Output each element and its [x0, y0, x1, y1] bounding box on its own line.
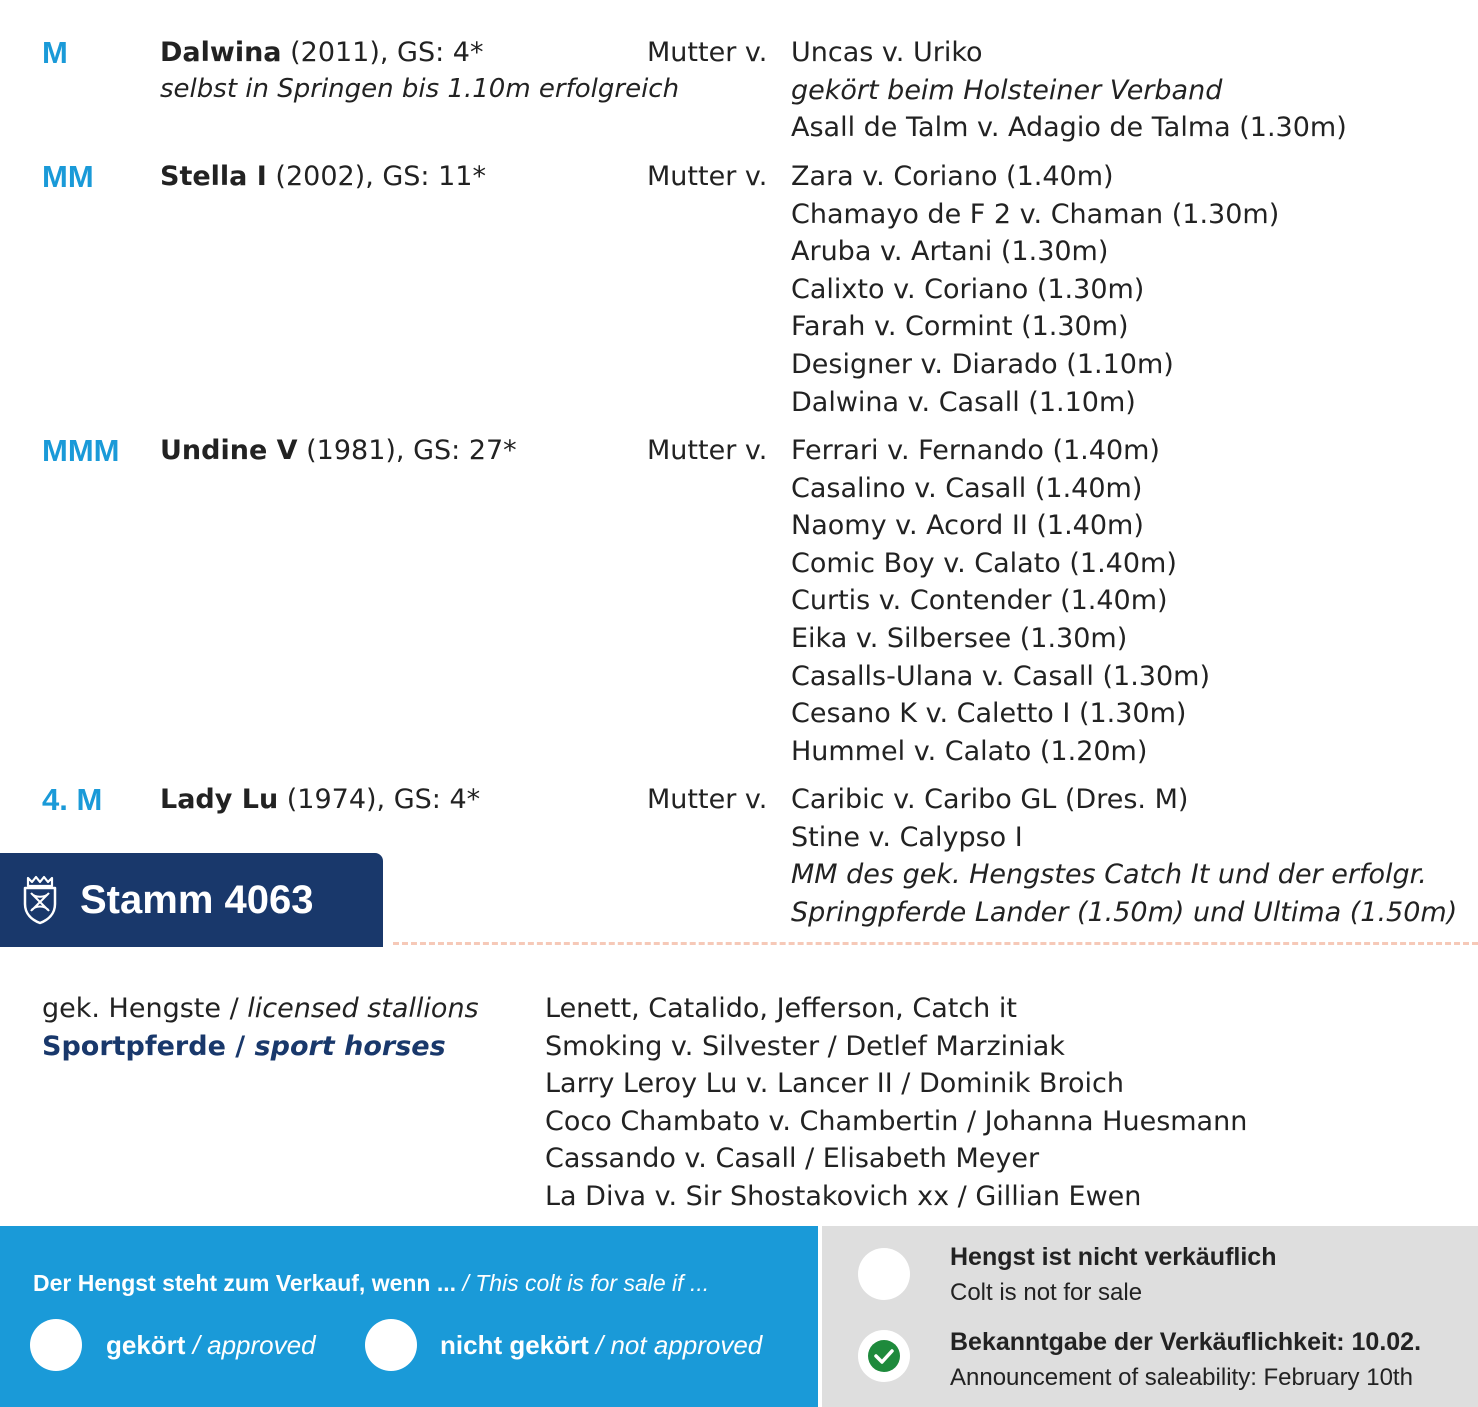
offspring-item: Chamayo de F 2 v. Chaman (1.30m): [791, 198, 1280, 230]
offspring-item: Farah v. Cormint (1.30m): [791, 311, 1129, 343]
not-for-sale-title: Hengst ist nicht verkäuflich: [950, 1243, 1277, 1271]
sport-horses-label: Sportpferde / sport horses: [42, 1031, 446, 1062]
offspring-item: Cesano K v. Caletto I (1.30m): [791, 698, 1187, 730]
offspring-item: Springpferde Lander (1.50m) und Ultima (1.50m): [791, 896, 1458, 928]
licensed-stallions-label: gek. Hengste / licensed stallions: [42, 993, 479, 1024]
offspring-item: MM des gek. Hengstes Catch It und der erfolgr.: [791, 859, 1427, 891]
offspring-item: Zara v. Coriano (1.40m): [791, 161, 1114, 192]
offspring-item: Stine v. Calypso I: [791, 821, 1023, 853]
sport-horse-item: Cassando v. Casall / Elisabeth Meyer: [545, 1143, 1040, 1175]
offspring-item: Dalwina v. Casall (1.10m): [791, 386, 1136, 418]
approved-label: gekört / approved: [106, 1330, 316, 1360]
offspring-list: [791, 781, 1457, 931]
sport-horse-item: Coco Chambato v. Chambertin / Johanna Huesmann: [545, 1105, 1248, 1137]
mother-of-label: Mutter v.: [647, 161, 768, 192]
generation-code: M: [42, 35, 68, 70]
offspring-item: Ferrari v. Fernando (1.40m): [791, 435, 1160, 466]
sport-horse-item: Smoking v. Silvester / Detlef Marziniak: [545, 1030, 1065, 1062]
not-for-sale-subtitle: Colt is not for sale: [950, 1279, 1143, 1306]
offspring-item: Designer v. Diarado (1.10m): [791, 348, 1174, 380]
mother-of-label: Mutter v.: [647, 37, 768, 68]
offspring-item: Curtis v. Contender (1.40m): [791, 585, 1168, 617]
mother-of-label: Mutter v.: [647, 784, 768, 815]
mare-name: Undine V (1981), GS: 27*: [160, 435, 517, 466]
sport-horse-item: Larry Leroy Lu v. Lancer II / Dominik Broich: [545, 1068, 1124, 1100]
offspring-item: Casalls-Ulana v. Casall (1.30m): [791, 660, 1211, 692]
mare-name: Dalwina (2011), GS: 4*: [160, 37, 484, 68]
approved-checkbox[interactable]: [30, 1319, 82, 1371]
not-approved-checkbox[interactable]: [365, 1319, 417, 1371]
mare-name: Lady Lu (1974), GS: 4*: [160, 784, 481, 815]
offspring-item: Aruba v. Artani (1.30m): [791, 236, 1109, 268]
licensed-stallions-list: Lenett, Catalido, Jefferson, Catch it: [545, 993, 1017, 1024]
offspring-item: Naomy v. Acord II (1.40m): [791, 510, 1144, 542]
sale-options-panel: [0, 1226, 818, 1407]
not-for-sale-checkbox[interactable]: [858, 1248, 910, 1300]
offspring-list: [791, 432, 1210, 770]
offspring-item: Hummel v. Calato (1.20m): [791, 735, 1148, 767]
mare-note: selbst in Springen bis 1.10m erfolgreich: [160, 74, 680, 104]
offspring-list: [791, 34, 1347, 147]
legend-list: [545, 990, 1247, 1216]
offspring-item: Calixto v. Coriano (1.30m): [791, 273, 1145, 305]
announcement-checkbox[interactable]: [858, 1330, 910, 1382]
not-approved-label: nicht gekört / not approved: [440, 1330, 763, 1360]
stamm-badge: [0, 853, 383, 947]
check-circle-icon: [868, 1340, 900, 1372]
offspring-list: [791, 158, 1279, 421]
generation-code: 4. M: [42, 782, 103, 817]
offspring-item: Uncas v. Uriko: [791, 37, 983, 68]
generation-code: MMM: [42, 433, 120, 468]
offspring-item: Casalino v. Casall (1.40m): [791, 472, 1143, 504]
stamm-title: Stamm 4063: [80, 877, 314, 922]
announcement-title: Bekanntgabe der Verkäuflichkeit: 10.02.: [950, 1328, 1422, 1356]
offspring-item: gekört beim Holsteiner Verband: [791, 74, 1223, 106]
dashed-divider: [393, 942, 1478, 945]
offspring-item: Caribic v. Caribo GL (Dres. M): [791, 784, 1189, 815]
mare-name: Stella I (2002), GS: 11*: [160, 161, 486, 192]
offspring-item: Eika v. Silbersee (1.30m): [791, 622, 1128, 654]
generation-code: MM: [42, 159, 94, 194]
sport-horse-item: La Diva v. Sir Shostakovich xx / Gillian Ewen: [545, 1180, 1142, 1212]
offspring-item: Comic Boy v. Calato (1.40m): [791, 547, 1177, 579]
offspring-item: Asall de Talm v. Adagio de Talma (1.30m): [791, 112, 1347, 144]
shield-crest-icon: [20, 874, 60, 926]
legend-labels: [42, 990, 479, 1066]
sale-heading: Der Hengst steht zum Verkauf, wenn ... / This colt is for sale if ...: [33, 1270, 710, 1296]
mother-of-label: Mutter v.: [647, 435, 768, 466]
announcement-subtitle: Announcement of saleability: February 10th: [950, 1364, 1413, 1391]
